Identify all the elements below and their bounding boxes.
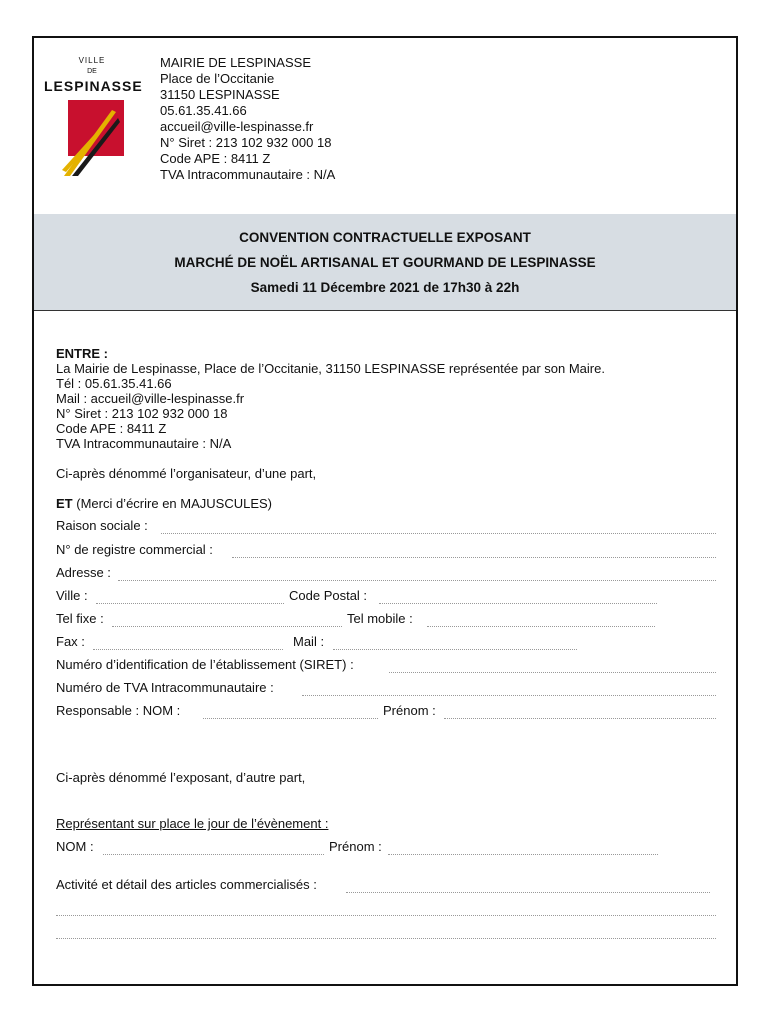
mairie-city: 31150 LESPINASSE	[160, 87, 280, 102]
mairie-tva: TVA Intracommunautaire : N/A	[160, 167, 336, 182]
mairie-address-block	[160, 55, 335, 183]
mairie-street: Place de l’Occitanie	[160, 71, 275, 86]
header	[34, 38, 736, 215]
adresse-field[interactable]	[118, 579, 716, 581]
responsable-nom-field[interactable]	[203, 717, 378, 719]
tel-fixe-label: Tel fixe :	[56, 611, 104, 626]
mairie-email: accueil@ville-lespinasse.fr	[160, 119, 314, 134]
fax-field[interactable]	[93, 648, 283, 650]
logo-de-text: DE	[87, 68, 97, 75]
organisateur-text: Ci-après dénommé l’organisateur, d’une part,	[56, 466, 317, 481]
mairie-phone: 05.61.35.41.66	[160, 103, 247, 118]
entre-line-2: Tél : 05.61.35.41.66	[56, 376, 172, 391]
activite-field-line-3[interactable]	[56, 937, 716, 939]
registre-field[interactable]	[232, 556, 716, 558]
raison-sociale-label: Raison sociale :	[56, 518, 148, 533]
tel-mobile-field[interactable]	[427, 625, 655, 627]
et-line	[56, 496, 272, 511]
tva-field[interactable]	[302, 694, 716, 696]
representant-nom-label: NOM :	[56, 839, 94, 854]
mail-label: Mail :	[293, 634, 325, 649]
tel-mobile-label: Tel mobile :	[347, 611, 413, 626]
title-box	[34, 214, 736, 311]
representant-prenom-field[interactable]	[388, 853, 658, 855]
tva-label: Numéro de TVA Intracommunautaire :	[56, 680, 274, 695]
lespinasse-logo	[44, 54, 143, 184]
responsable-nom-label: Responsable : NOM :	[56, 703, 181, 718]
representant-prenom-label: Prénom :	[329, 839, 382, 854]
entre-heading: ENTRE :	[56, 346, 108, 361]
logo-emblem-icon	[62, 100, 124, 176]
entre-line-5: Code APE : 8411 Z	[56, 421, 167, 436]
responsable-prenom-label: Prénom :	[383, 703, 436, 718]
code-postal-field[interactable]	[379, 602, 657, 604]
code-postal-label: Code Postal :	[289, 588, 368, 603]
et-note: (Merci d’écrire en MAJUSCULES)	[72, 496, 272, 511]
exposant-text: Ci-après dénommé l’exposant, d’autre part,	[56, 770, 306, 785]
title-line-2: MARCHÉ DE NOËL ARTISANAL ET GOURMAND DE LESPINASSE	[174, 255, 596, 270]
mail-field[interactable]	[333, 648, 577, 650]
title-line-3: Samedi 11 Décembre 2021 de 17h30 à 22h	[250, 280, 520, 295]
activite-field-line-1[interactable]	[346, 891, 710, 893]
raison-sociale-field[interactable]	[161, 532, 716, 534]
mairie-name: MAIRIE DE LESPINASSE	[160, 55, 311, 70]
representant-heading: Représentant sur place le jour de l’évènement :	[56, 816, 329, 831]
et-bold: ET	[56, 496, 73, 511]
logo-ville-text: VILLE	[78, 56, 106, 65]
mairie-siret: N° Siret : 213 102 932 000 18	[160, 135, 332, 150]
representant-nom-field[interactable]	[103, 853, 324, 855]
logo-lespinasse-text: LESPINASSE	[44, 78, 143, 94]
title-line-1: CONVENTION CONTRACTUELLE EXPOSANT	[239, 230, 531, 245]
registre-label: N° de registre commercial :	[56, 542, 213, 557]
activite-field-line-2[interactable]	[56, 914, 716, 916]
document-frame	[32, 36, 738, 986]
ville-label: Ville :	[56, 588, 88, 603]
tel-fixe-field[interactable]	[112, 625, 342, 627]
siret-label: Numéro d’identification de l’établissement (SIRET) :	[56, 657, 354, 672]
siret-field[interactable]	[389, 671, 716, 673]
mairie-ape: Code APE : 8411 Z	[160, 151, 271, 166]
fax-label: Fax :	[56, 634, 85, 649]
entre-line-6: TVA Intracommunautaire : N/A	[56, 436, 232, 451]
entre-line-3: Mail : accueil@ville-lespinasse.fr	[56, 391, 245, 406]
entre-line-4: N° Siret : 213 102 932 000 18	[56, 406, 228, 421]
responsable-prenom-field[interactable]	[444, 717, 716, 719]
activite-label: Activité et détail des articles commercialisés :	[56, 877, 317, 892]
ville-field[interactable]	[96, 602, 284, 604]
entre-line-1: La Mairie de Lespinasse, Place de l’Occitanie, 31150 LESPINASSE représentée par son Maire.	[56, 361, 605, 376]
adresse-label: Adresse :	[56, 565, 111, 580]
